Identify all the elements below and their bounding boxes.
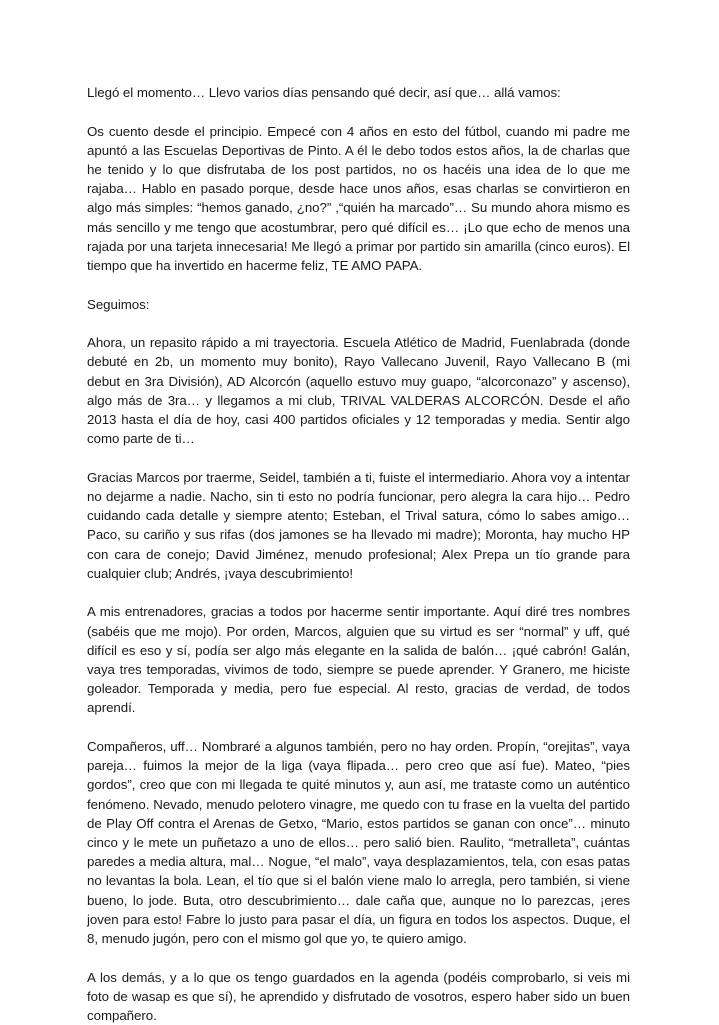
paragraph-staff-thanks: Gracias Marcos por traerme, Seidel, también a ti, fuiste el intermediario. Ahora voy a intentar no dejarme a nadie. Nacho, sin ti esto no podría funcionar, pero alegra la cara hijo… Pedro cuidando cada detalle y siempre atento; Esteban, el Trival satura, cómo lo sabes amigo… Paco, su cariño y sus rifas (dos jamones se ha llevado mi madre); Moronta, hay mucho HP con cara de conejo; David Jiménez, menudo profesional; Alex Prepa un tío grande para cualquier club; Andrés, ¡vaya descubrimiento! <box>87 469 630 581</box>
paragraph-teammates: Compañeros, uff… Nombraré a algunos también, pero no hay orden. Propín, “orejitas”, vaya pareja… fuimos la mejor de la liga (vaya flipada… pero creo que así fue). Mateo, “pies gordos”, creo que con mi llegada te quité minutos y, aun así, me trataste como un auténtico fenómeno. Nevado, menudo pelotero vinagre, me quedo con tu frase en la vuelta del partido de Play Off contra el Arenas de Getxo, “Mario, estos partidos se ganan con once”… minuto cinco y le mete un puñetazo a uno de ellos… pero salió bien. Raulito, “metralleta”, cuántas paredes a media altura, mal… Nogue, “el malo”, vaya desplazamientos, tela, con esas patas no levantas la bola. Lean, el tío que si el balón viene malo lo arregla, pero también, si viene bueno, lo jode. Buta, otro descubrimiento… dale caña que, aunque no lo parezcas, ¡eres joven para esto! Fabre lo justo para pasar el día, un figura en todos los aspectos. Duque, el 8, menudo jugón, pero con el mismo gol que yo, te quiero amigo. <box>87 739 630 947</box>
paragraph-career: Ahora, un repasito rápido a mi trayectoria. Escuela Atlético de Madrid, Fuenlabrada (donde debuté en 2b, un momento muy bonito), Rayo Vallecano Juvenil, Rayo Vallecano B (mi debut en 3ra División), AD Alcorcón (aquello estuvo muy guapo, “alcorconazo” y ascenso), algo más de 3ra… y llegamos a mi club, TRIVAL VALDERAS ALCORCÓN. Desde el año 2013 hasta el día de hoy, casi 400 partidos oficiales y 12 temporadas y media. Sentir algo como parte de ti… <box>87 335 630 447</box>
paragraph-others: A los demás, y a lo que os tengo guardados en la agenda (podéis comprobarlo, si veis mi foto de wasap es que sí), he aprendido y disfrutado de vosotros, espero haber sido un buen compañero. <box>87 969 630 1024</box>
paragraph-father: Os cuento desde el principio. Empecé con 4 años en esto del fútbol, cuando mi padre me apuntó a las Escuelas Deportivas de Pinto. A él le debo todos estos años, la de charlas que he tenido y lo que disfrutaba de los post partidos, no os hacéis una idea de lo que me rajaba… Hablo en pasado porque, desde hace unos años, esas charlas se convirtieron en algo más simples: “hemos ganado, ¿no?” ,“quién ha marcado”… Su mundo ahora mismo es más sencillo y me tengo que acostumbrar, pero qué difícil es… ¡Lo que echo de menos una rajada por una tarjeta innecesaria! Me llegó a primar por partido sin amarilla (cinco euros). El tiempo que ha invertido en hacerme feliz, TE AMO PAPA. <box>87 123 630 274</box>
paragraph-seguimos: Seguimos: <box>87 296 150 312</box>
paragraph-coaches: A mis entrenadores, gracias a todos por hacerme sentir importante. Aquí diré tres nombres (sabéis que me mojo). Por orden, Marcos, alguien que su virtud es ser “normal” y uff, qué difícil es eso y sí, podía ser algo más elegante en la salida de balón… ¡qué cabrón! Galán, vaya tres temporadas, vivimos de todo, siempre se puede aprender. Y Granero, me hiciste goleador. Temporada y media, pero fue especial. Al resto, gracias de verdad, de todos aprendí. <box>87 604 630 716</box>
paragraph-intro: Llegó el momento… Llevo varios días pensando qué decir, así que… allá vamos: <box>87 85 561 100</box>
